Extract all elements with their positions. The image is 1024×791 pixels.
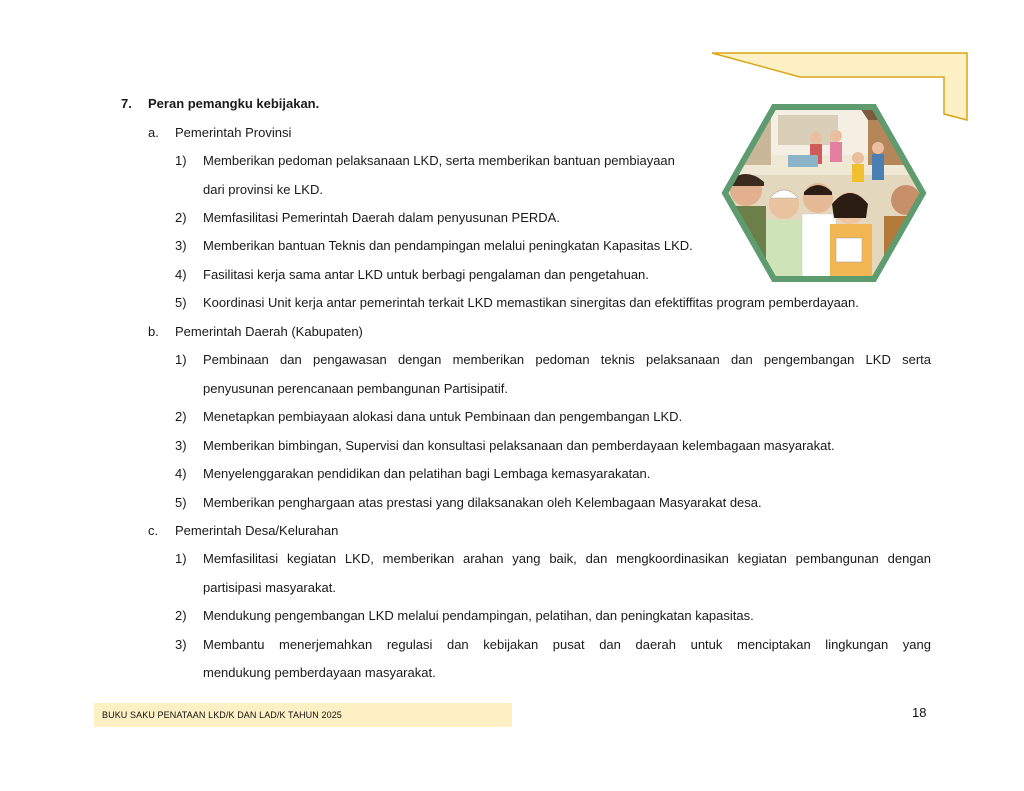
list-item-number: 5) (175, 295, 187, 310)
group-title-a: Pemerintah Provinsi (175, 125, 292, 140)
list-item-text: Memberikan penghargaan atas prestasi yang dilaksanakan oleh Kelembagaan Masyarakat desa. (203, 495, 762, 510)
list-item-text: Menyelenggarakan pendidikan dan pelatihan bagi Lembaga kemasyarakatan. (203, 466, 651, 481)
list-item-number: 5) (175, 495, 187, 510)
list-item-text: penyusunan perencanaan pembangunan Partisipatif. (203, 381, 509, 396)
list-item-text: Fasilitasi kerja sama antar LKD untuk berbagi pengalaman dan pengetahuan. (203, 267, 649, 282)
group-title-b: Pemerintah Daerah (Kabupaten) (175, 324, 363, 339)
list-item-number: 3) (175, 238, 187, 253)
list-item-number: 2) (175, 409, 187, 424)
group-title-c: Pemerintah Desa/Kelurahan (175, 523, 339, 538)
list-item-number: 4) (175, 466, 187, 481)
list-item-number: 2) (175, 210, 187, 225)
list-item-text: Memberikan bantuan Teknis dan pendampingan melalui peningkatan Kapasitas LKD. (203, 238, 693, 253)
list-item-number: 4) (175, 267, 187, 282)
list-item-text: Koordinasi Unit kerja antar pemerintah terkait LKD memastikan sinergitas dan efektiffitas program pemberdayaan. (203, 295, 859, 310)
list-item-text: Memberikan bimbingan, Supervisi dan konsultasi pelaksanaan dan pemberdayaan kelembagaan masyarakat. (203, 438, 835, 453)
list-item-text: dari provinsi ke LKD. (203, 182, 323, 197)
list-item-number: 1) (175, 551, 187, 566)
list-item-text: Memberikan pedoman pelaksanaan LKD, serta memberikan bantuan pembiayaan (203, 153, 675, 168)
footer-title: BUKU SAKU PENATAAN LKD/K DAN LAD/K TAHUN 2025 (102, 710, 342, 720)
group-letter-a: a. (148, 125, 159, 140)
list-item-text: Membantu menerjemahkan regulasi dan kebijakan pusat dan daerah untuk menciptakan lingkungan yang (203, 637, 931, 652)
group-letter-c: c. (148, 523, 159, 538)
list-item-number: 1) (175, 352, 187, 367)
section-number: 7. (121, 96, 132, 111)
list-item-number: 3) (175, 637, 187, 652)
list-item-number: 1) (175, 153, 187, 168)
list-item-text: Mendukung pengembangan LKD melalui pendampingan, pelatihan, dan peningkatan kapasitas. (203, 608, 754, 623)
list-item-text: Menetapkan pembiayaan alokasi dana untuk Pembinaan dan pengembangan LKD. (203, 409, 683, 424)
group-letter-b: b. (148, 324, 159, 339)
list-item-number: 2) (175, 608, 187, 623)
section-title: Peran pemangku kebijakan. (148, 96, 320, 111)
list-item-number: 3) (175, 438, 187, 453)
list-item-text: partisipasi masyarakat. (203, 580, 336, 595)
list-item-text: Pembinaan dan pengawasan dengan memberikan pedoman teknis pelaksanaan dan pengembangan LKD serta (203, 352, 931, 367)
list-item-text: mendukung pemberdayaan masyarakat. (203, 665, 436, 680)
list-item-text: Memfasilitasi Pemerintah Daerah dalam penyusunan PERDA. (203, 210, 560, 225)
list-item-text: Memfasilitasi kegiatan LKD, memberikan arahan yang baik, dan mengkoordinasikan kegiatan pembangunan dengan (203, 551, 931, 566)
page-number: 18 (912, 705, 927, 720)
